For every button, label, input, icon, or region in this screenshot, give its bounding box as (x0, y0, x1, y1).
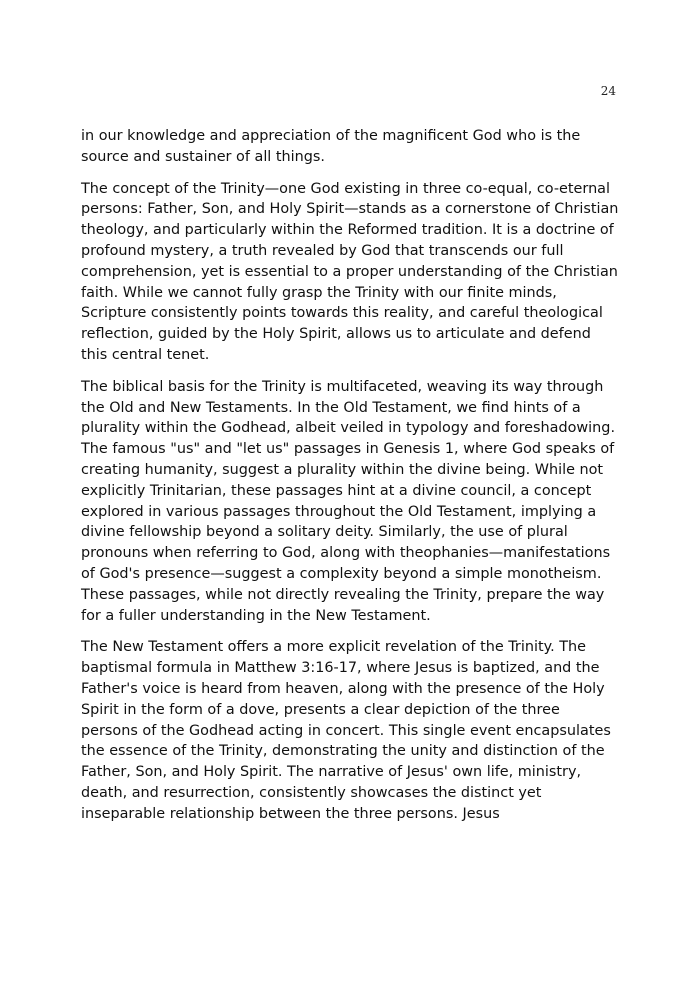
paragraph: The concept of the Trinity—one God existing in three co-equal, co-eternal persons: Father, Son, and Holy Spirit—stands as a cornerstone of Christian theology, and particularly within the Reformed tradition. It is a doctrine of profound mystery, a truth revealed by God that transcends our full comprehension, yet is essential to a proper understanding of the Christian faith. While we cannot fully grasp the Trinity with our finite minds, Scripture consistently points towards this reality, and careful theological reflection, guided by the Holy Spirit, allows us to articulate and defend this central tenet. (81, 180, 619, 363)
page-number: 24 (600, 84, 616, 98)
paragraph: The New Testament offers a more explicit revelation of the Trinity. The baptismal formula in Matthew 3:16-17, where Jesus is baptized, and the Father's voice is heard from heaven, along with the presence of the Holy Spirit in the form of a dove, presents a clear depiction of the three persons of the Godhead acting in concert. This single event encapsulates the essence of the Trinity, demonstrating the unity and distinction of the Father, Son, and Holy Spirit. The narrative of Jesus' own life, ministry, death, and resurrection, consistently showcases the distinct yet inseparable relationship between the three persons. Jesus (81, 639, 611, 822)
paragraph: The biblical basis for the Trinity is multifaceted, weaving its way through the Old and New Testaments. In the Old Testament, we find hints of a plurality within the Godhead, albeit veiled in typology and foreshadowing. The famous "us" and "let us" passages in Genesis 1, where God speaks of creating humanity, suggest a plurality within the divine being. While not explicitly Trinitarian, these passages hint at a divine council, a concept explored in various passages throughout the Old Testament, implying a divine fellowship beyond a solitary deity. Similarly, the use of plural pronouns when referring to God, along with theophanies—manifestations of God's presence—suggest a complexity beyond a simple monotheism. These passages, while not directly revealing the Trinity, prepare the way for a fuller understanding in the New Testament. (81, 378, 616, 624)
paragraph: in our knowledge and appreciation of the magnificent God who is the source and sustainer of all things. (81, 128, 581, 165)
body-text (81, 126, 619, 836)
